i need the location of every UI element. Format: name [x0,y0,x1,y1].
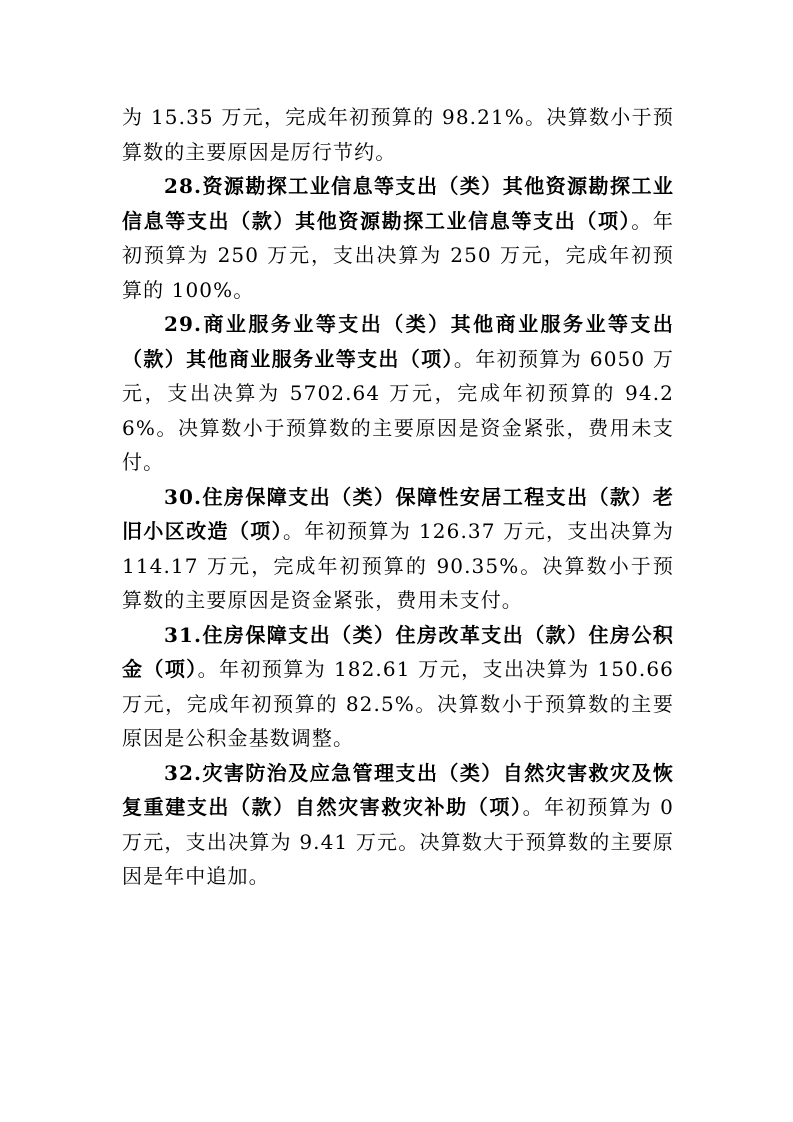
paragraph-heading: 32.灾害防治及应急管理支出（类）自然灾害救灾及恢复重建支出（款）自然灾害救灾补助（项） [122,760,674,819]
paragraph-item-30 [122,480,674,618]
paragraph-body: 。年初预算为 6050 万元，支出决算为 5702.64 万元，完成年初预算的 94.26%。决算数小于预算数的主要原因是资金紧张，费用未支付。 [122,346,674,474]
paragraph-heading: 28.资源勘探工业信息等支出（类）其他资源勘探工业信息等支出（款）其他资源勘探工业信息等支出（项） [122,174,674,233]
paragraph-body: 。年初预算为 182.61 万元，支出决算为 150.66 万元，完成年初预算的 82.5%。决算数小于预算数的主要原因是公积金基数调整。 [122,657,674,750]
paragraph-item-32 [122,756,674,894]
paragraph-body: 。年初预算为 0 万元，支出决算为 9.41 万元。决算数大于预算数的主要原因是年中追加。 [122,795,674,888]
paragraph-body: 。年初预算为 126.37 万元，支出决算为 114.17 万元，完成年初预算的 90.35%。决算数小于预算数的主要原因是资金紧张，费用未支付。 [122,519,674,612]
paragraph-body: 为 15.35 万元，完成年初预算的 98.21%。决算数小于预算数的主要原因是厉行节约。 [122,105,674,164]
paragraph-heading: 31.住房保障支出（类）住房改革支出（款）住房公积金（项） [122,622,674,681]
document-body [122,100,674,894]
paragraph-item-31 [122,618,674,756]
paragraph-continuation [122,100,674,169]
paragraph-heading: 30.住房保障支出（类）保障性安居工程支出（款）老旧小区改造（项） [122,484,674,543]
paragraph-heading: 29.商业服务业等支出（类）其他商业服务业等支出（款）其他商业服务业等支出（项） [122,312,674,371]
paragraph-item-29 [122,307,674,480]
paragraph-item-28 [122,169,674,307]
paragraph-body: 。年初预算为 250 万元，支出决算为 250 万元，完成年初预算的 100%。 [122,208,675,302]
